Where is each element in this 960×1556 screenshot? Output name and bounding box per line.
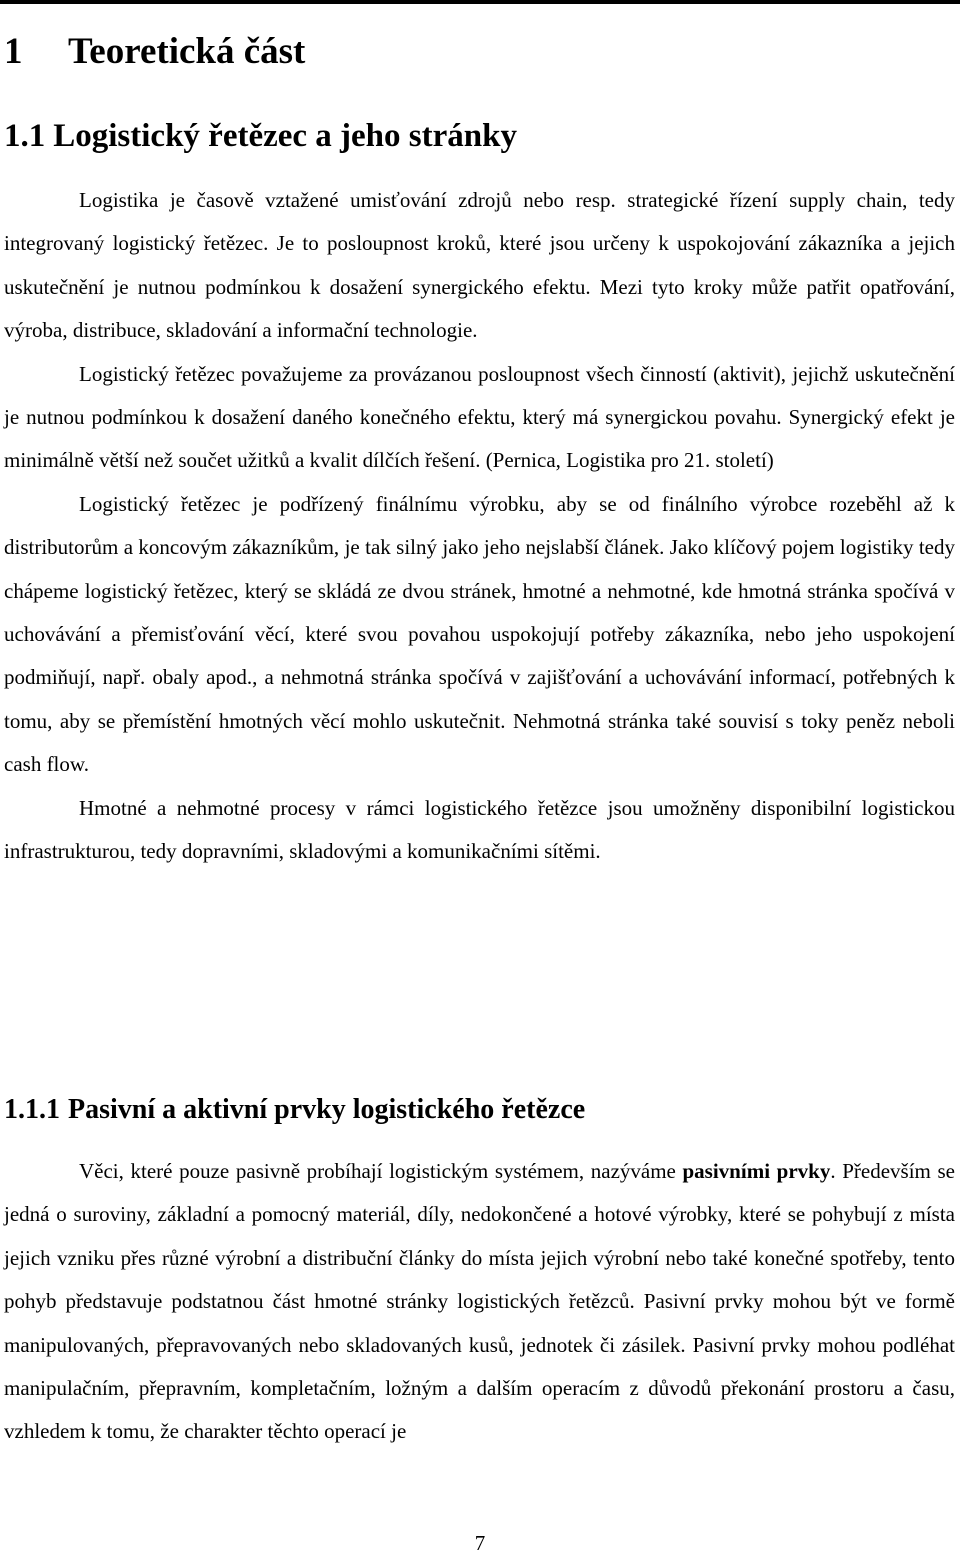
paragraph-text-start: Věci, které pouze pasivně probíhají logistickým systémem, nazýváme xyxy=(79,1159,683,1183)
paragraph: Logistický řetězec je podřízený finálnímu výrobku, aby se od finálního výrobce rozeběhl až k distributorům a koncovým zákazníkům, je tak silný jako jeho nejslabší článek. Jako klíčový pojem logistiky tedy chápeme logistický řetězec, který se skládá ze dvou stránek, hmotné a nehmotné, kde hmotná stránka spočívá v uchovávání a přemisťování věcí, které svou povahou uspokojují potřeby zákazníka, nebo jeho uspokojení podmiňují, např. obaly apod., a nehmotná stránka spočívá v zajišťování a uchovávání informací, potřebných k tomu, aby se přemístění hmotných věcí mohlo uskutečnit. Nehmotná stránka také souvisí s toky peněz neboli cash flow. xyxy=(4,491,955,777)
paragraph-text-rest: . Především se jedná o suroviny, základní a pomocný materiál, díly, nedokončené a hotové výrobky, které se pohybují z místa jejich vzniku přes různé výrobní a distribuční články do místa jejich výrobní nebo také konečné spotřeby, tento pohyb představuje podstatnou část hmotné stránky logistických řetězců. Pasivní prvky mohou být ve formě manipulovaných, přepravovaných nebo skladovaných kusů, jednotek či zásilek. Pasivní prvky mohou podléhat manipulačním, přepravním, kompletačním, ložným a dalším operacím z důvodů překonání prostoru a času, vzhledem k tomu, že charakter těchto operací je xyxy=(4,1159,955,1444)
subsection-heading xyxy=(4,1094,585,1126)
paragraph xyxy=(4,1150,955,1454)
subsection-number: 1.1.1 xyxy=(4,1094,60,1125)
section-heading xyxy=(4,118,517,155)
section-body xyxy=(4,179,955,874)
page-number: 7 xyxy=(474,1531,486,1555)
paragraph: Logistika je časově vztažené umisťování zdrojů nebo resp. strategické řízení supply chain, tedy integrovaný logistický řetězec. Je to posloupnost kroků, které jsou určeny k uspokojování zákazníka a jejich uskutečnění je nutnou podmínkou k dosažení synergického efektu. Mezi tyto kroky může patřit opatřování, výroba, distribuce, skladování a informační technologie. xyxy=(4,188,955,343)
chapter-title: Teoretická část xyxy=(68,31,306,72)
section-title: Logistický řetězec a jeho stránky xyxy=(53,118,517,154)
paragraph: Hmotné a nehmotné procesy v rámci logistického řetězce jsou umožněny disponibilní logistickou infrastrukturou, tedy dopravními, skladovými a komunikačními sítěmi. xyxy=(4,795,955,864)
subsection-body xyxy=(4,1150,955,1454)
chapter-number: 1 xyxy=(4,31,23,72)
chapter-heading xyxy=(4,30,305,73)
paragraph: Logistický řetězec považujeme za provázanou posloupnost všech činností (aktivit), jejichž uskutečnění je nutnou podmínkou k dosažení daného konečného efektu, který má synergickou povahu. Synergický efekt je minimálně větší než součet užitků a kvalit dílčích řešení. (Pernica, Logistika pro 21. století) xyxy=(4,361,955,473)
emphasized-term: pasivními prvky xyxy=(682,1159,831,1183)
subsection-title: Pasivní a aktivní prvky logistického řetězce xyxy=(68,1094,586,1125)
top-rule xyxy=(0,0,960,4)
section-number: 1.1 xyxy=(4,118,46,154)
